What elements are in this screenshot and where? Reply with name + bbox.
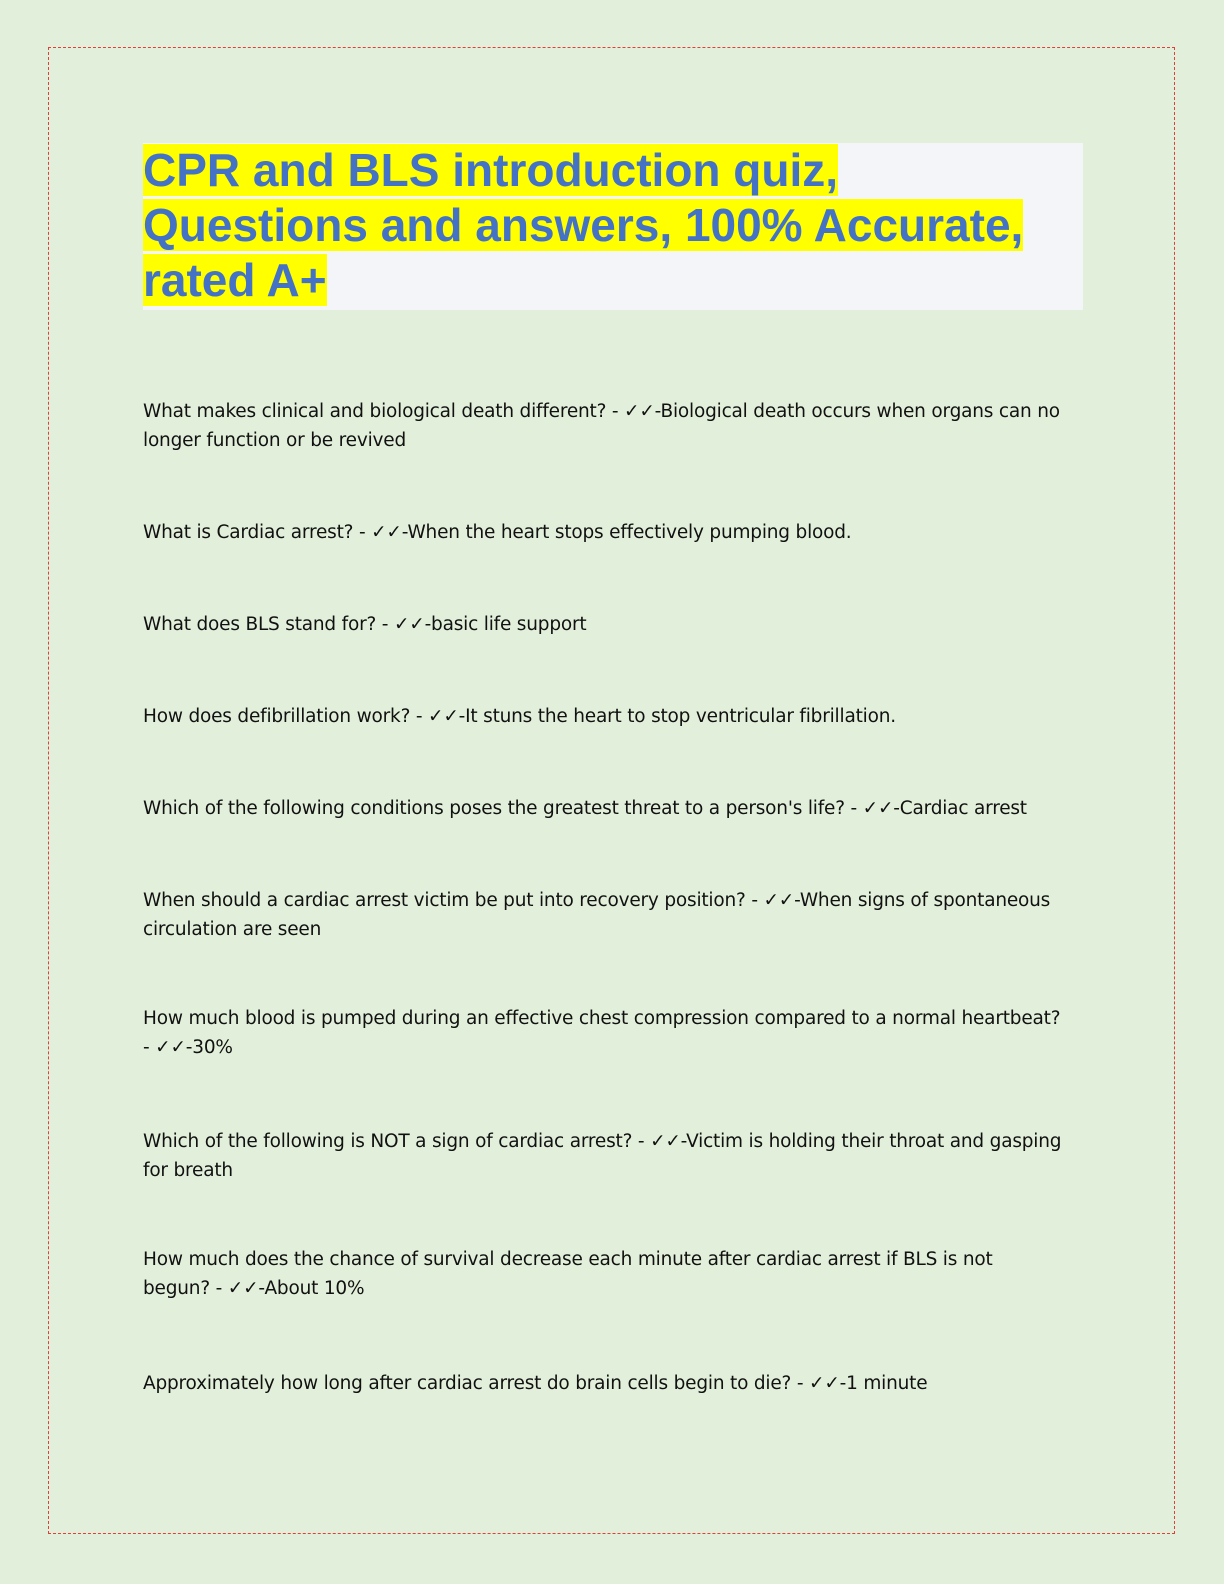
title-block [143, 143, 1083, 310]
answer-text: When signs of spontaneous circulation are seen [143, 890, 1051, 940]
separator: - [410, 706, 429, 727]
answer-text: Victim is holding their throat and gasping for breath [143, 1131, 1062, 1181]
title-line: CPR and BLS introduction quiz, [143, 144, 839, 196]
answer-prefix: - [458, 706, 466, 727]
separator: - [606, 401, 625, 422]
separator: - [844, 798, 863, 819]
check-mark-icon: ✓✓ [650, 1131, 681, 1152]
qa-item [143, 1369, 1063, 1398]
answer-text: It stuns the heart to stop ventricular fibrillation. [465, 706, 896, 727]
answer-prefix: - [680, 1131, 687, 1152]
qa-item [143, 397, 1063, 455]
qa-item [143, 1245, 1063, 1303]
answer-text: Biological death occurs when organs can no longer function or be revived [143, 401, 1060, 451]
question-text: Which of the following is NOT a sign of cardiac arrest? [143, 1131, 633, 1152]
qa-item [143, 518, 1063, 547]
separator: - [376, 614, 394, 635]
page-title [143, 143, 1083, 308]
answer-text: 1 minute [846, 1373, 928, 1394]
check-mark-icon: ✓✓ [227, 1278, 259, 1299]
check-mark-icon: ✓✓ [371, 522, 402, 543]
answer-prefix: - [424, 614, 432, 635]
title-line: Questions and answers, 100% Accurate, [143, 199, 1024, 251]
question-text: When should a cardiac arrest victim be put into recovery position? [143, 890, 746, 911]
separator: - [143, 1037, 156, 1058]
answer-prefix: - [654, 401, 661, 422]
qa-item [143, 1004, 1063, 1062]
separator: - [745, 890, 764, 911]
answer-text: About 10% [264, 1278, 365, 1299]
question-text: How much blood is pumped during an effective chest compression compared to a normal heartbeat? [143, 1008, 1061, 1029]
question-text: What makes clinical and biological death different? [143, 401, 607, 422]
answer-text: When the heart stops effectively pumping blood. [407, 522, 852, 543]
question-text: How much does the chance of survival decrease each minute after cardiac arrest if BLS is not begun? [143, 1249, 993, 1299]
check-mark-icon: ✓✓ [624, 401, 655, 422]
answer-prefix: - [401, 522, 408, 543]
check-mark-icon: ✓✓ [862, 798, 894, 819]
check-mark-icon: ✓✓ [393, 614, 425, 635]
question-text: What is Cardiac arrest? [143, 522, 354, 543]
separator: - [353, 522, 372, 543]
answer-text: Cardiac arrest [899, 798, 1027, 819]
qa-item [143, 794, 1063, 823]
question-text: What does BLS stand for? [143, 614, 377, 635]
qa-item [143, 1127, 1063, 1185]
qa-item [143, 610, 1063, 639]
answer-text: basic life support [431, 614, 587, 635]
check-mark-icon: ✓✓ [155, 1037, 186, 1058]
answer-prefix: - [893, 798, 900, 819]
separator: - [632, 1131, 651, 1152]
check-mark-icon: ✓✓ [809, 1373, 840, 1394]
title-line: rated A+ [143, 254, 327, 306]
question-text: How does defibrillation work? [143, 706, 411, 727]
qa-item [143, 886, 1063, 944]
answer-text: 30% [192, 1037, 233, 1058]
qa-item [143, 702, 1063, 731]
answer-prefix: - [258, 1278, 265, 1299]
question-text: Approximately how long after cardiac arrest do brain cells begin to die? [143, 1373, 792, 1394]
answer-prefix: - [839, 1373, 847, 1394]
answer-prefix: - [185, 1037, 193, 1058]
answer-prefix: - [794, 890, 800, 911]
question-text: Which of the following conditions poses the greatest threat to a person's life? [143, 798, 845, 819]
separator: - [209, 1278, 228, 1299]
check-mark-icon: ✓✓ [428, 706, 459, 727]
check-mark-icon: ✓✓ [763, 890, 795, 911]
separator: - [791, 1373, 810, 1394]
